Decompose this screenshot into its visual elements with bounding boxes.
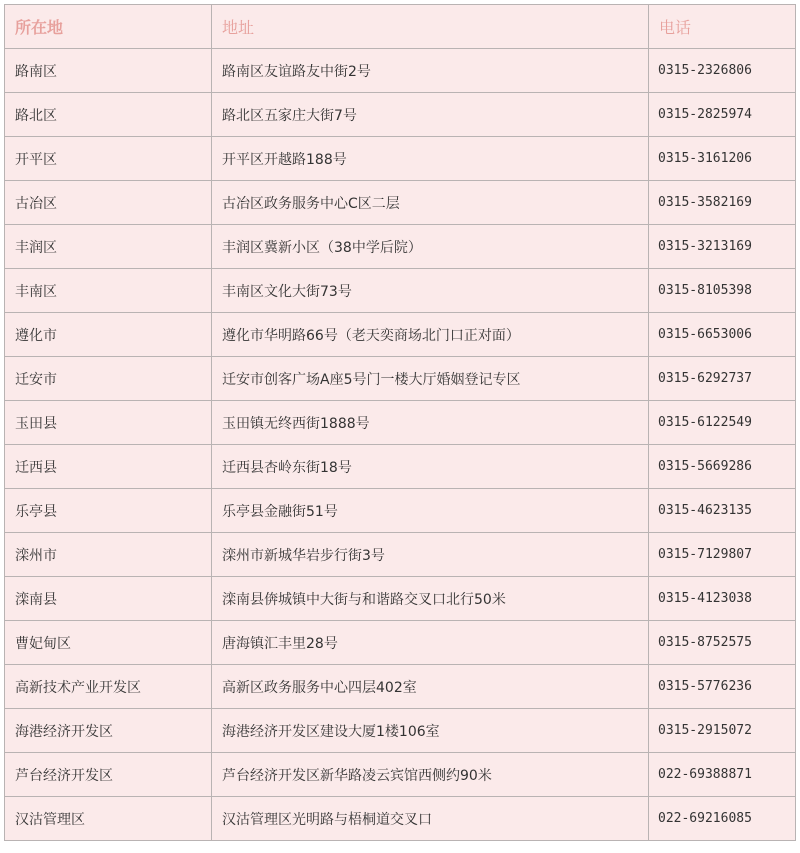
- table-row: [5, 313, 796, 357]
- phone-cell: 0315-3582169: [649, 181, 796, 225]
- table-row: [5, 269, 796, 313]
- table-row: [5, 533, 796, 577]
- location-cell: 乐亭县: [5, 489, 212, 533]
- location-cell: 丰南区: [5, 269, 212, 313]
- address-cell: 路北区五家庄大街7号: [212, 93, 649, 137]
- column-header-location: 所在地: [5, 5, 212, 49]
- phone-cell: 0315-6653006: [649, 313, 796, 357]
- table-row: [5, 225, 796, 269]
- table-row: [5, 577, 796, 621]
- address-cell: 丰润区冀新小区（38中学后院）: [212, 225, 649, 269]
- table-body: [5, 49, 796, 841]
- location-cell: 玉田县: [5, 401, 212, 445]
- table-row: [5, 93, 796, 137]
- location-cell: 滦州市: [5, 533, 212, 577]
- location-cell: 迁西县: [5, 445, 212, 489]
- table-row: [5, 753, 796, 797]
- table-row: [5, 709, 796, 753]
- address-cell: 古冶区政务服务中心C区二层: [212, 181, 649, 225]
- address-cell: 滦州市新城华岩步行街3号: [212, 533, 649, 577]
- phone-cell: 022-69388871: [649, 753, 796, 797]
- location-cell: 滦南县: [5, 577, 212, 621]
- column-header-phone: 电话: [649, 5, 796, 49]
- address-cell: 汉沽管理区光明路与梧桐道交叉口: [212, 797, 649, 841]
- location-cell: 丰润区: [5, 225, 212, 269]
- location-cell: 汉沽管理区: [5, 797, 212, 841]
- table-row: [5, 357, 796, 401]
- phone-cell: 0315-3213169: [649, 225, 796, 269]
- phone-cell: 0315-2915072: [649, 709, 796, 753]
- phone-cell: 0315-4623135: [649, 489, 796, 533]
- table-row: [5, 137, 796, 181]
- phone-cell: 0315-6292737: [649, 357, 796, 401]
- phone-cell: 022-69216085: [649, 797, 796, 841]
- table-row: [5, 181, 796, 225]
- table-row: [5, 489, 796, 533]
- phone-cell: 0315-5776236: [649, 665, 796, 709]
- table-row: [5, 445, 796, 489]
- table-row: [5, 797, 796, 841]
- phone-cell: 0315-3161206: [649, 137, 796, 181]
- address-cell: 乐亭县金融街51号: [212, 489, 649, 533]
- address-cell: 滦南县倴城镇中大街与和谐路交叉口北行50米: [212, 577, 649, 621]
- phone-cell: 0315-5669286: [649, 445, 796, 489]
- phone-cell: 0315-7129807: [649, 533, 796, 577]
- address-cell: 迁安市创客广场A座5号门一楼大厅婚姻登记专区: [212, 357, 649, 401]
- location-cell: 路北区: [5, 93, 212, 137]
- table-row: [5, 401, 796, 445]
- address-cell: 丰南区文化大街73号: [212, 269, 649, 313]
- table-row: [5, 49, 796, 93]
- location-cell: 路南区: [5, 49, 212, 93]
- location-cell: 开平区: [5, 137, 212, 181]
- location-cell: 古冶区: [5, 181, 212, 225]
- registry-office-table-wrapper: [4, 4, 795, 841]
- location-cell: 迁安市: [5, 357, 212, 401]
- address-cell: 海港经济开发区建设大厦1楼106室: [212, 709, 649, 753]
- column-header-address: 地址: [212, 5, 649, 49]
- phone-cell: 0315-8105398: [649, 269, 796, 313]
- address-cell: 迁西县杏岭东街18号: [212, 445, 649, 489]
- registry-office-table: [4, 4, 796, 841]
- address-cell: 芦台经济开发区新华路凌云宾馆西侧约90米: [212, 753, 649, 797]
- address-cell: 遵化市华明路66号（老天奕商场北门口正对面）: [212, 313, 649, 357]
- phone-cell: 0315-2326806: [649, 49, 796, 93]
- phone-cell: 0315-8752575: [649, 621, 796, 665]
- table-header: [5, 5, 796, 49]
- phone-cell: 0315-2825974: [649, 93, 796, 137]
- address-cell: 唐海镇汇丰里28号: [212, 621, 649, 665]
- location-cell: 海港经济开发区: [5, 709, 212, 753]
- address-cell: 路南区友谊路友中街2号: [212, 49, 649, 93]
- address-cell: 玉田镇无终西街1888号: [212, 401, 649, 445]
- table-row: [5, 665, 796, 709]
- location-cell: 曹妃甸区: [5, 621, 212, 665]
- address-cell: 高新区政务服务中心四层402室: [212, 665, 649, 709]
- location-cell: 芦台经济开发区: [5, 753, 212, 797]
- header-row: [5, 5, 796, 49]
- table-row: [5, 621, 796, 665]
- address-cell: 开平区开越路188号: [212, 137, 649, 181]
- location-cell: 遵化市: [5, 313, 212, 357]
- phone-cell: 0315-4123038: [649, 577, 796, 621]
- phone-cell: 0315-6122549: [649, 401, 796, 445]
- location-cell: 高新技术产业开发区: [5, 665, 212, 709]
